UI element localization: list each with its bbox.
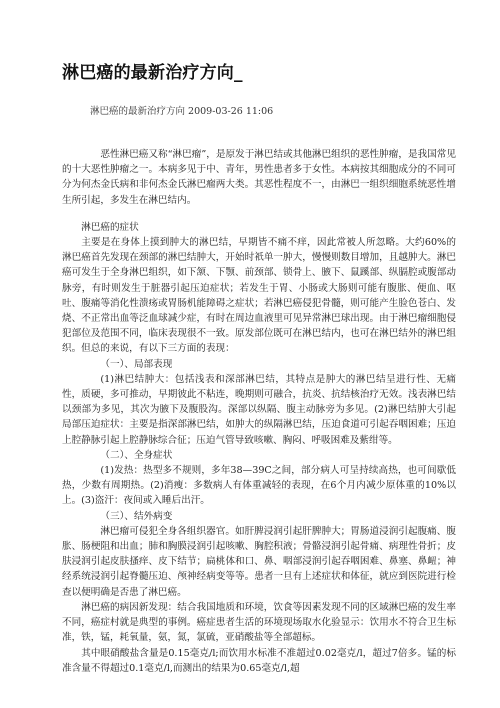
local-paragraph: (1)淋巴结肿大：包括浅表和深部淋巴结，其特点是肿大的淋巴结呈进行性、无痛性，质硬，多可推动，早期彼此不粘连，晚期则可融合，抗炎、抗结核治疗无效。浅表淋巴结以颈部为多见，其次为腋下及腹股沟。深部以纵隔、腹主动脉旁为多见。(2)淋巴结肿大引起局部压迫症状：主要是指深部淋巴结，如肿大的纵隔淋巴结，压迫食道可引起吞咽困难；压迫上腔静脉引起上腔静脉综合征；压迫气管导致咳嗽、胸闷、呼吸困难及紫绀等。 [62, 373, 456, 446]
systemic-paragraph: (1)发热：热型多不规则，多年38—39C之间，部分病人可呈持续高热，也可间歇低热，少数有周期热。(2)消瘦：多数病人有体重减轻的表现，在6个月内减少原体重的10%以上。(3)盗汗：夜间或入睡后出汗。 [62, 465, 456, 507]
section-heading-symptoms: 淋巴癌的症状 [81, 221, 139, 233]
document-title: 淋巴癌的最新治疗方向_ [62, 63, 243, 83]
subheading-local: （一）、局部表现 [100, 358, 173, 370]
water-paragraph: 其中眼硝酸盐含量是0.15毫克/l;而饮用水标准不准超过0.02毫克/l，超过7倍多。锰的标准含量不得超过0.1毫克/l,而测出的结果为0.65毫克/l,超 [62, 647, 456, 674]
intro-paragraph: 恶性淋巴癌又称“淋巴瘤”，是原发于淋巴结或其他淋巴组织的恶性肿瘤，是我国常见的十大恶性肿瘤之一。本病多见于中、青年，男性患者多于女性。本病按其细胞成分的不同可分为何杰金氏病和非何杰金氏淋巴瘤两大类。其恶性程度不一，由淋巴一组织细胞系统恶性增生所引起，多发生在淋巴结内。 [62, 149, 456, 206]
subheading-systemic: （二）、全身症状 [100, 449, 173, 461]
symptoms-paragraph: 主要是在身体上摸到肿大的淋巴结，早期皆不痛不痒，因此常被人所忽略。大约60%的淋巴癌首先发现在颈部的淋巴结肿大，开始时祇单一肿大，慢慢则数目增加，且越肿大。淋巴癌可发生于全身淋巴组织，如下颔、下颚、前颈部、锁骨上、腋下、鼠蹊部、纵膈腔或腹部动脉旁，有时则发生于脏器引起压迫症状；若发生于胃、小肠或大肠则可能有腹胀、便血、呕吐、腹痛等消化性溃疡或胃肠机能障碍之症状；若淋巴癌侵犯骨髓，则可能产生脸色苍白、发烧、不正常出血等泛血球减少症，有时在周边血液里可见异常淋巴球出现。由于淋巴瘤细胞侵犯部位及范围不同，临床表现很不一致。原发部位既可在淋巴结内，也可在淋巴结外的淋巴组织。但总的来说，有以下三方面的表现： [62, 237, 456, 355]
cause-paragraph: 淋巴癌的病因新发现：结合我国地质和环境，饮食等因素发现不同的区域淋巴癌的发生率不同，癌症村就是典型的事例。癌症患者生活的环境现场取水化验显示：饮用水不符合卫生标准，铁，锰，耗氧量，氨，氮，氯硫，亚硝酸盐等全部超标。 [62, 601, 456, 644]
document-subtitle: 淋巴癌的最新治疗方向 2009-03-26 11:06 [90, 106, 274, 117]
extranodal-paragraph: 淋巴瘤可侵犯全身各组织器官。如肝脾浸润引起肝脾肿大；胃肠道浸润引起腹痛、腹胀、肠梗阻和出血；肺和胸膜浸润引起咳嗽、胸腔积液；骨骼浸润引起骨痛、病理性骨折；皮肤浸润引起皮肤搔痒、皮下结节；扁桃体和口、鼻、咽部浸润引起吞咽困难、鼻塞、鼻衄；神经系统浸润引起脊髓压迫、颅神经病变等等。患者一旦有上述症状和体征，就应到医院进行检查以便明确是否患了淋巴癌。 [62, 525, 456, 598]
subheading-extranodal: （三）、结外病变 [100, 510, 173, 522]
